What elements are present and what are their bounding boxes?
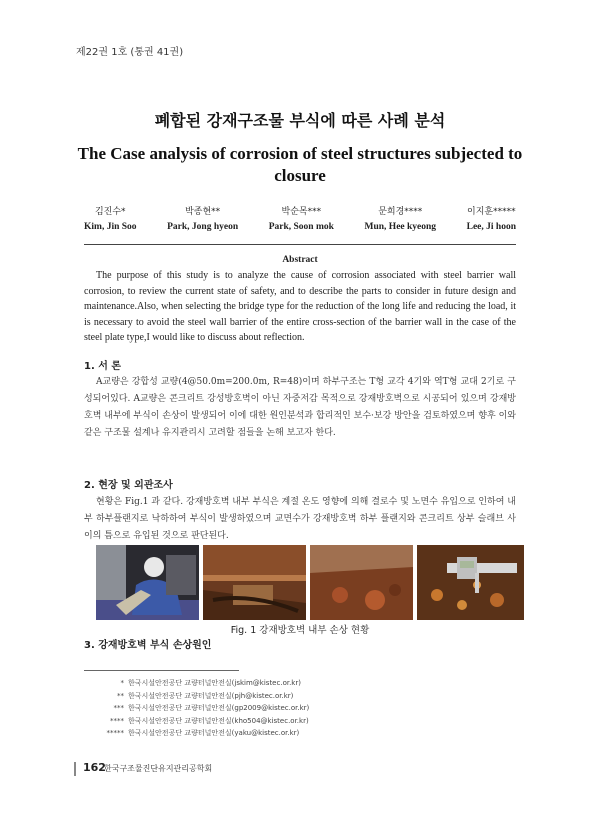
author-divider [84,244,516,245]
author-name-en: Kim, Jin Soo [84,222,137,232]
figure-photos [96,545,524,620]
author [467,205,516,235]
title-korean: 폐합된 강재구조물 부식에 따른 사례 분석 [154,111,446,130]
footnote-mark: **** [110,716,124,725]
photo-rusted-flange [310,545,413,620]
author [269,205,334,235]
author-name-ko: 이지훈***** [467,207,516,217]
author-name-en: Lee, Ji hoon [466,222,516,232]
footnote-text: 한국시설안전공단 교량터널안전실(kho504@kistec.or.kr) [128,716,309,725]
author-name-ko: 박종현** [185,207,221,217]
author-name-en: Park, Jong hyeon [167,222,239,232]
section-heading-survey: 2. 현장 및 외관조사 [84,480,173,491]
author-list [84,205,516,235]
page-number-bar [74,762,76,776]
author-name-en: Mun, Hee kyeong [364,222,437,232]
author-name-ko: 박순목*** [281,207,322,217]
section-heading-cause: 3. 강재방호벽 부식 손상원인 [84,640,212,651]
title-english: The Case analysis of corrosion of steel structures subjected to closure [77,144,523,185]
author-name-en: Park, Soon mok [268,222,334,232]
section-body-intro: A교량은 강합성 교량(4@50.0m=200.0m, R=48)이며 하부구조는 T형 교각 4기와 역T형 교대 2기로 구성되어있다. A교량은 콘크리트 강성방호벽이 아닌 자중저감 목적으로 강재방호벽으로 시공되어 있으며 강재방호벽 내부에 부식이 손상이 발생되어 이에 대한 원인분석과 합리적인 보수·보강 방안을 검토하였으며 향후 이와 같은 구조물 설계나 유지관리시 고려할 점들을 논해 보고자 한다. [84,377,516,438]
footnote-mark: *** [113,704,124,712]
section-body-survey: 현황은 Fig.1 과 같다. 강재방호벽 내부 부식은 계절 온도 영향에 의해 결로수 및 노면수 유입으로 인하여 내부 하부플랜지로 낙하하여 부식이 발생하였으며 교면수가 강재방호벽 하부 플랜지와 콘크리트 상부 슬래브 사이의 틈으로 유입된 것으로 판단된다. [84,497,516,541]
author [365,205,437,235]
figure-caption: Fig. 1 강재방호벽 내부 손상 현황 [230,625,370,636]
footnote-mark: * [120,679,124,687]
footnote-text: 한국시설안전공단 교량터널안전실(gp2009@kistec.or.kr) [128,704,310,712]
author-name-ko: 김진수* [94,207,126,217]
author-name-ko: 문희경**** [378,207,423,217]
footnote-text: 한국시설안전공단 교량터널안전실(pjh@kistec.or.kr) [128,691,294,700]
footnote-text: 한국시설안전공단 교량터널안전실(jskim@kistec.or.kr) [128,679,301,687]
footnote-text: 한국시설안전공단 교량터널안전실(yaku@kistec.or.kr) [128,729,300,737]
photo-caliper-measurement [417,545,524,620]
footnote [84,715,309,728]
photo-corroded-interior [203,545,306,620]
footnote [84,690,309,703]
footnote [84,677,309,690]
journal-name: 한국구조물진단유지관리공학회 [104,764,213,773]
footnote-divider [84,670,239,671]
photo-inspector [96,545,199,620]
footnote [84,727,309,740]
abstract-body: The purpose of this study is to analyze the cause of corrosion associated with steel barrier wall corrosion, to review the current state of safety, and to describe the parts to consider in future design and maintenance.Also, when selecting the bridge type for the reduction of the long life and reducing the load, it is necessary to avoid the steel wall barrier of the entire cross-section of the barrier wall in the case of the steel plate type,I would like to discuss about reflection. [84,270,516,343]
footnote [84,702,309,715]
page-number: 162 [83,761,106,774]
footnote-mark: ** [117,691,124,700]
section-heading-intro: 1. 서 론 [84,361,122,372]
footnote-mark: ***** [106,729,124,737]
author [84,205,137,235]
abstract-heading: Abstract [282,255,318,265]
running-header: 제22권 1호 (통권 41권) [76,47,184,58]
footnotes [84,677,309,740]
author [167,205,238,235]
